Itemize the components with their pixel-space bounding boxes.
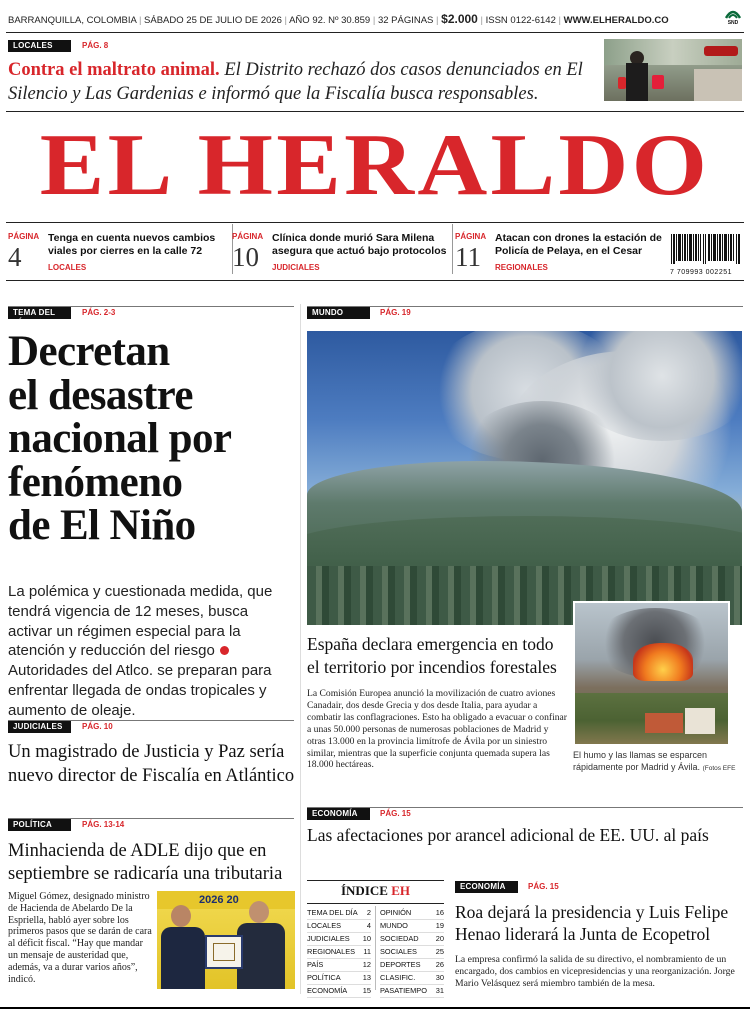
strip-page-label: PÁGINA [232,232,264,241]
mundo-headline[interactable]: España declara emergencia en todo el territorio por incendios forestales [307,634,557,677]
index-section-name: ECONOMÍA [307,986,348,995]
bullet-dot-icon [220,646,229,655]
index-row[interactable] [380,907,444,920]
strip-page-label: PÁGINA [455,232,487,241]
index-row[interactable] [307,920,371,933]
barcode [670,234,742,276]
economia-1-section-tag: ECONOMÍA [307,808,370,820]
index-row[interactable] [307,946,371,959]
index-title-b: EH [391,883,410,898]
index-page-number: 20 [435,934,444,943]
masthead-title[interactable]: EL HERALDO [39,117,711,214]
politica-section-tag: POLÍTICA [8,819,71,831]
strip-page-number: 11 [455,242,481,272]
index-page-number: 19 [435,921,444,930]
economia-1-page-ref: PÁG. 15 [380,809,411,818]
main-deck-b: Autoridades del Atlco. se preparan para enfrentar llegada de ondas tropicales y aumento de oleaje. [8,662,272,719]
economia-2-section-tag: ECONOMÍA [455,881,518,893]
index-row[interactable] [380,933,444,946]
politica-page-ref: PÁG. 13-14 [82,820,125,829]
caption-text: El humo y las llamas se esparcen rápidamente por Madrid y Ávila. [573,750,708,772]
strip-text: Tenga en cuenta nuevos cambios viales por cierres en la calle 72 [48,232,216,257]
main-headline[interactable] [8,330,300,548]
index-row[interactable] [380,972,444,985]
headline-line: de El Niño [8,502,196,549]
strip-item-judiciales[interactable] [232,230,454,276]
headline-line: fenómeno [8,458,183,506]
city: BARRANQUILLA, COLOMBIA [8,15,137,26]
strip-page-label: PÁGINA [8,232,40,241]
economia-1-headline[interactable]: Las afectaciones por arancel adicional de EE. UU. al país [307,825,709,845]
index-page-number: 31 [435,986,444,995]
index-page-number: 13 [362,973,371,982]
index-page-number: 4 [366,921,371,930]
main-deck [8,582,296,721]
headline-line: Decretan [8,328,170,375]
mundo-main-photo [307,331,742,625]
judiciales-headline[interactable]: Un magistrado de Justicia y Paz sería nuevo director de Fiscalía en Atlántico [8,742,295,786]
teaser-body: El Distrito rechazó dos casos denunciados en El Silencio y Las Gardenias e informó que la Fiscalía busca responsables. [8,60,583,104]
date: SÁBADO 25 DE JULIO DE 2026 [144,15,282,26]
index-page-number: 25 [435,947,444,956]
strip-item-regionales[interactable] [455,230,670,276]
mundo-page-ref: PÁG. 19 [380,308,411,317]
index-row[interactable] [380,920,444,933]
politica-headline[interactable]: Minhacienda de ADLE dijo que en septiembre se radicaría una tributaria [8,841,283,884]
index-box [307,880,444,995]
index-row[interactable] [380,946,444,959]
index-section-name: MUNDO [380,921,408,930]
snd-label: SND [727,20,739,26]
index-section-name: REGIONALES [307,947,356,956]
index-section-name: POLÍTICA [307,973,341,982]
politica-photo [157,891,295,989]
index-row[interactable] [380,985,444,998]
index-page-number: 10 [362,934,371,943]
index-section-name: JUDICIALES [307,934,350,943]
index-row[interactable] [307,972,371,985]
mundo-section-tag: MUNDO [307,307,370,319]
barcode-icon [670,234,742,264]
strip-item-locales[interactable] [8,230,230,276]
snd-badge [722,9,744,29]
index-section-name: PAÍS [307,960,324,969]
index-page-number: 11 [363,947,371,956]
strip-page-number: 10 [232,242,259,272]
edition: AÑO 92. Nº 30.859 [289,15,371,26]
top-info-bar: BARRANQUILLA, COLOMBIA | SÁBADO 25 DE JULIO DE 2026 | AÑO 92. Nº 30.859 | 32 PÁGINAS | $2.000 | ISSN 0122-6142 | WWW.ELHERALDO.CO [8,12,669,26]
headline-line: el desastre [8,371,193,419]
index-page-number: 15 [362,986,371,995]
index-page-number: 26 [435,960,444,969]
index-section-name: OPINIÓN [380,908,412,917]
photo-credit: (Fotos EFE [702,764,736,772]
index-page-number: 2 [366,908,371,917]
mundo-caption [573,750,745,774]
strip-text: Atacan con drones la estación de Policía de Pelaya, en el Cesar [495,232,662,257]
economia-2-body: La empresa confirmó la salida de su directivo, el nombramiento de un encargado, dos cambios en vicepresidencias y una reorganización. Jorge Mario Velásquez será miembro también de la mesa. [455,954,735,989]
strip-page-number: 4 [8,242,22,272]
strip-section: JUDICIALES [272,263,320,272]
politica-body: Miguel Gómez, designado ministro de Hacienda de Abelardo De la Espriella, habló ayer sobre los primeros pasos que se darán de cara al déficit fiscal. “Hay que mandar un mensaje de austeridad que, además, va a durar varios años”, indicó. [8,891,152,985]
price: $2.000 [441,12,478,26]
index-row[interactable] [307,985,371,998]
index-page-number: 12 [362,960,371,969]
teaser-section-tag: LOCALES [8,40,71,52]
index-title-a: ÍNDICE [340,883,388,898]
page-count: 32 PÁGINAS [377,15,434,26]
index-section-name: PASATIEMPO [380,986,427,995]
mundo-body: La Comisión Europea anunció la movilización de cuatro aviones Canadair, dos desde Grecia y dos desde Italia, para ayudar a combatir las conflagraciones. Esto ha obligado a evacuar o confinar a unas 50.000 personas de numerosas poblaciones de Madrid y otras 13.000 en la provincia limítrofe de Ávila por un siniestro similar, mientras que la superficie conjunta quemada supera las 18.000 hectáreas. [307,688,567,771]
index-section-name: SOCIEDAD [380,934,419,943]
index-section-name: DEPORTES [380,960,421,969]
main-page-ref: PÁG. 2-3 [82,308,116,317]
main-deck-a: La polémica y cuestionada medida, que tendrá vigencia de 12 meses, busca activar un régimen especial para la atención y reducción del riesgo [8,583,273,660]
strip-section: LOCALES [48,263,87,272]
barcode-number: 7 709993 002251 [670,269,732,276]
teaser-photo [604,39,742,101]
mundo-inset-photo [573,601,730,746]
index-section-name: CLASIFIC. [380,973,416,982]
judiciales-page-ref: PÁG. 10 [82,722,113,731]
website-link[interactable]: WWW.ELHERALDO.CO [563,15,669,26]
teaser-page-ref: PÁG. 8 [82,41,109,50]
issn: ISSN 0122-6142 [485,15,556,26]
headline-line: nacional por [8,415,232,462]
economia-2-headline[interactable]: Roa dejará la presidencia y Luis Felipe Henao liderará la Junta de Ecopetrol [455,902,729,944]
main-section-tag: TEMA DEL DÍA [8,307,71,319]
index-section-name: TEMA DEL DÍA [307,908,358,917]
judiciales-section-tag: JUDICIALES [8,721,71,733]
index-section-name: LOCALES [307,921,342,930]
index-row[interactable] [307,959,371,972]
snd-logo-icon [725,9,741,20]
photo-banner-text: 2026 20 [199,894,239,906]
index-section-name: SOCIALES [380,947,417,956]
strip-section: REGIONALES [495,263,548,272]
index-row[interactable] [307,933,371,946]
index-row[interactable] [380,959,444,972]
economia-2-page-ref: PÁG. 15 [528,882,559,891]
index-row[interactable] [307,907,371,920]
index-page-number: 30 [435,973,444,982]
index-title [307,883,444,899]
strip-text: Clínica donde murió Sara Milena asegura que actuó bajo protocolos [272,232,447,257]
index-page-number: 16 [435,908,444,917]
teaser-text[interactable] [8,58,598,106]
teaser-lead: Contra el maltrato animal. [8,60,220,80]
